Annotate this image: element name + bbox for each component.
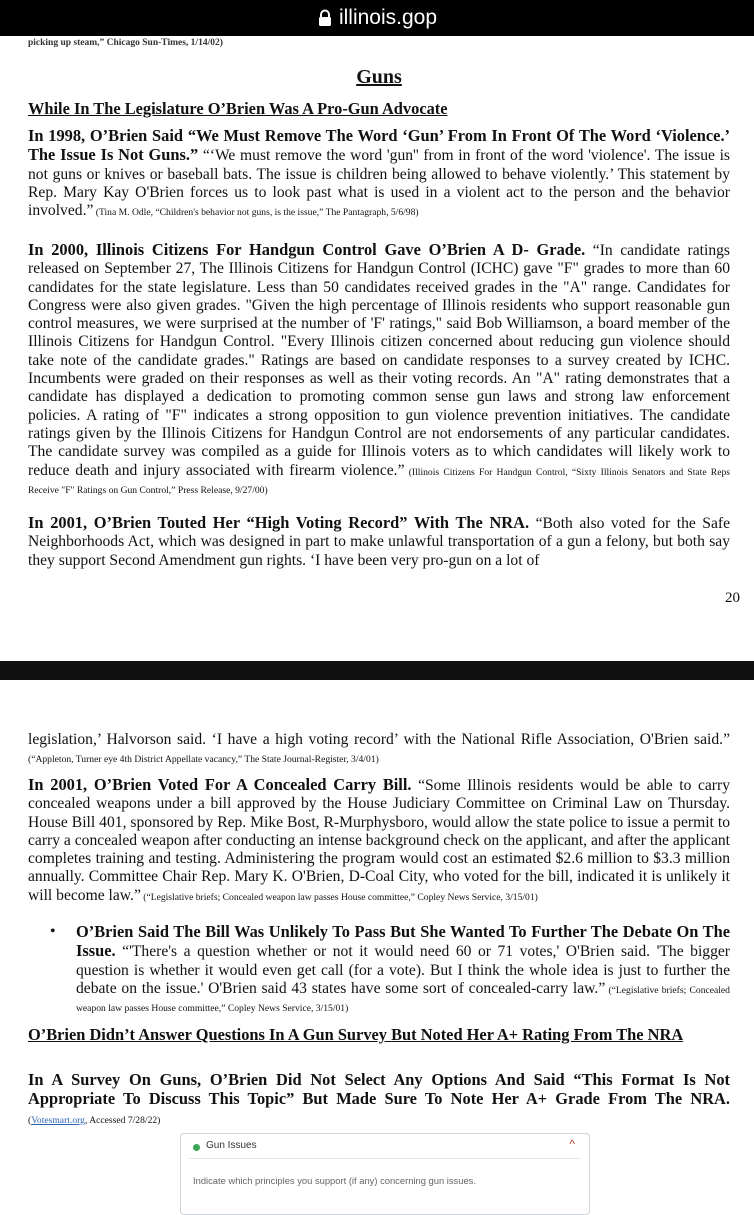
citation: (Tina M. Odle, “Children's behavior not guns, is the issue,” The Pantagraph, 5/6/98)	[93, 207, 419, 219]
bullet-text	[76, 923, 730, 1016]
status-dot-icon	[193, 1144, 200, 1151]
survey-prompt: Indicate which principles you support (if any) concerning gun issues.	[193, 1175, 476, 1186]
cut-off-citation: picking up steam,” Chicago Sun-Times, 1/14/02)	[28, 38, 223, 48]
paragraph-body: “'There's a question whether or not it would need 60 or 71 votes,' O'Brien said. 'The bigger question is whether it would even get call (for a vote). But I think the whole idea is just to further the debate on the issue.' O'Brien said 43 states have some sort of concealed-carry law.”	[76, 943, 730, 997]
paragraph-continuation	[28, 731, 730, 768]
paragraph-lead: In 2001, O’Brien Voted For A Concealed Carry Bill.	[28, 775, 412, 794]
page-separator	[0, 661, 754, 680]
paragraph-lead: In 1998, O’Brien Said “We Must Remove The Word ‘Gun’ From In Front Of The Word ‘Violence.’ The Issue Is Not Guns.”	[28, 126, 730, 165]
citation-tail: , Accessed 7/28/22)	[84, 1114, 161, 1126]
paragraph-body: “In candidate ratings released on September 27, The Illinois Citizens for Handgun Control (ICHC) gave "F" grades to more than 60 candidates for the state legislature. Less than 50 candidates received grades in the "A" range. Candidates for Congress were also given grades. "Given the high percentage of Illinois residents who support reasonable gun control measures, we were surprised at the number of 'F' ratings," said Bob Williamson, a board member of the Illinois Citizens for Handgun Control. "Every Illinois citizen concerned about reducing gun violence should take note of the candidate grades." Ratings are based on candidate responses to a survey created by ICHC. Incumbents were graded on their responses as well as their voting records. An "A" rating demonstrates that a candidate has displayed a dedication to promoting common sense gun laws and strong law enforcement policies. A rating of "F" indicates a strong opposition to gun violence prevention initiatives. The candidate ratings given by the Illinois Citizens for Handgun Control are not endorsements of any particular candidates. The candidate survey was compiled as a guide for Illinois voters as to which candidates will likely work to reduce death and injury associated with firearm violence.”	[28, 242, 730, 479]
subheading-pro-gun: While In The Legislature O’Brien Was A Pro-Gun Advocate	[28, 99, 448, 118]
paragraph-body: “Both also voted for the Safe Neighborhoods Act, which was designed in part to make unlawful transportation of a gun a felony, but both say they support Second Amendment gun rights. ‘I have been very pro-gun on a lot of	[28, 515, 731, 569]
paragraph-body: “Some Illinois residents would be able to carry concealed weapons under a bill approved by the House Judiciary Committee on Criminal Law on Thursday. House Bill 401, sponsored by Rep. Mike Bost, R-Murphysboro, would allow the state police to issue a permit to carry a concealed weapon after conducting an intense background check on the applicant, and after the applicant completes training and testing. Administering the program would cost an estimated $2.6 million to $3.3 million annually. Committee Chair Rep. Mary K. O'Brien, D-Coal City, who voted for the bill, indicated it is unlikely it will become law.”	[28, 777, 730, 904]
paragraph-2000-grade	[28, 241, 730, 498]
paragraph-lead: In A Survey On Guns, O’Brien Did Not Select Any Options And Said “This Format Is Not Appropriate To Discuss This Topic” But Made Sure To Note Her A+ Grade From The NRA.	[28, 1070, 730, 1109]
chevron-up-icon[interactable]: ^	[569, 1137, 575, 1151]
citation: (“Appleton, Turner eye 4th District Appellate vacancy,” The State Journal-Register, 3/4/01)	[28, 754, 379, 766]
bullet-item	[50, 923, 730, 1016]
paragraph-body: “‘We must remove the word 'gun'' from in front of the word 'violence'. The issue is not guns or knives or baseball bats. The issue is children being allowed to behave violently.’ This statement by Rep. Mary Kay O'Brien forces us to look past what is used in a violent act to the person and the behavior involved.”	[28, 147, 730, 220]
citation: (“Legislative briefs; Concealed weapon law passes House committee,” Copley News Service, 3/15/01)	[140, 891, 538, 903]
survey-card-title: Gun Issues	[206, 1140, 257, 1151]
citation: (“Legislative briefs; Concealed weapon law passes House committee,” Copley News Service, 3/15/01)	[76, 984, 730, 1015]
paragraph-lead: In 2001, O’Brien Touted Her “High Voting Record” With The NRA.	[28, 513, 530, 532]
gun-issues-survey-card	[180, 1133, 590, 1215]
paragraph-survey	[28, 1071, 730, 1128]
subheading-gun-survey: O’Brien Didn’t Answer Questions In A Gun Survey But Noted Her A+ Rating From The NRA	[28, 1025, 684, 1044]
paragraph-lead: In 2000, Illinois Citizens For Handgun Control Gave O’Brien A D- Grade.	[28, 240, 586, 259]
citation: (Illinois Citizens For Handgun Control, “Sixty Illinois Senators and State Reps Receive "F" Ratings on Gun Control,” Press Release, 9/27/00)	[28, 466, 730, 496]
citation-open: (	[28, 1114, 32, 1126]
url-text: illinois.gop	[338, 6, 438, 29]
paragraph-1998-quote	[28, 127, 730, 220]
paragraph-lead: O’Brien Said The Bill Was Unlikely To Pass But She Wanted To Further The Debate On The Issue.	[76, 922, 730, 961]
bullet-dot-icon: •	[50, 923, 56, 940]
paragraph-2001-concealed-carry	[28, 776, 730, 905]
paragraph-2001-nra	[28, 514, 730, 570]
page-number: 20	[725, 590, 740, 606]
url-display[interactable]	[0, 0, 754, 36]
paragraph-body: legislation,’ Halvorson said. ‘I have a high voting record’ with the National Rifle Association, O'Brien said.”	[28, 731, 730, 748]
divider	[189, 1158, 581, 1159]
votesmart-link[interactable]: Votesmart.org	[31, 1114, 85, 1126]
lock-icon	[317, 9, 333, 27]
section-title: Guns	[356, 66, 402, 88]
